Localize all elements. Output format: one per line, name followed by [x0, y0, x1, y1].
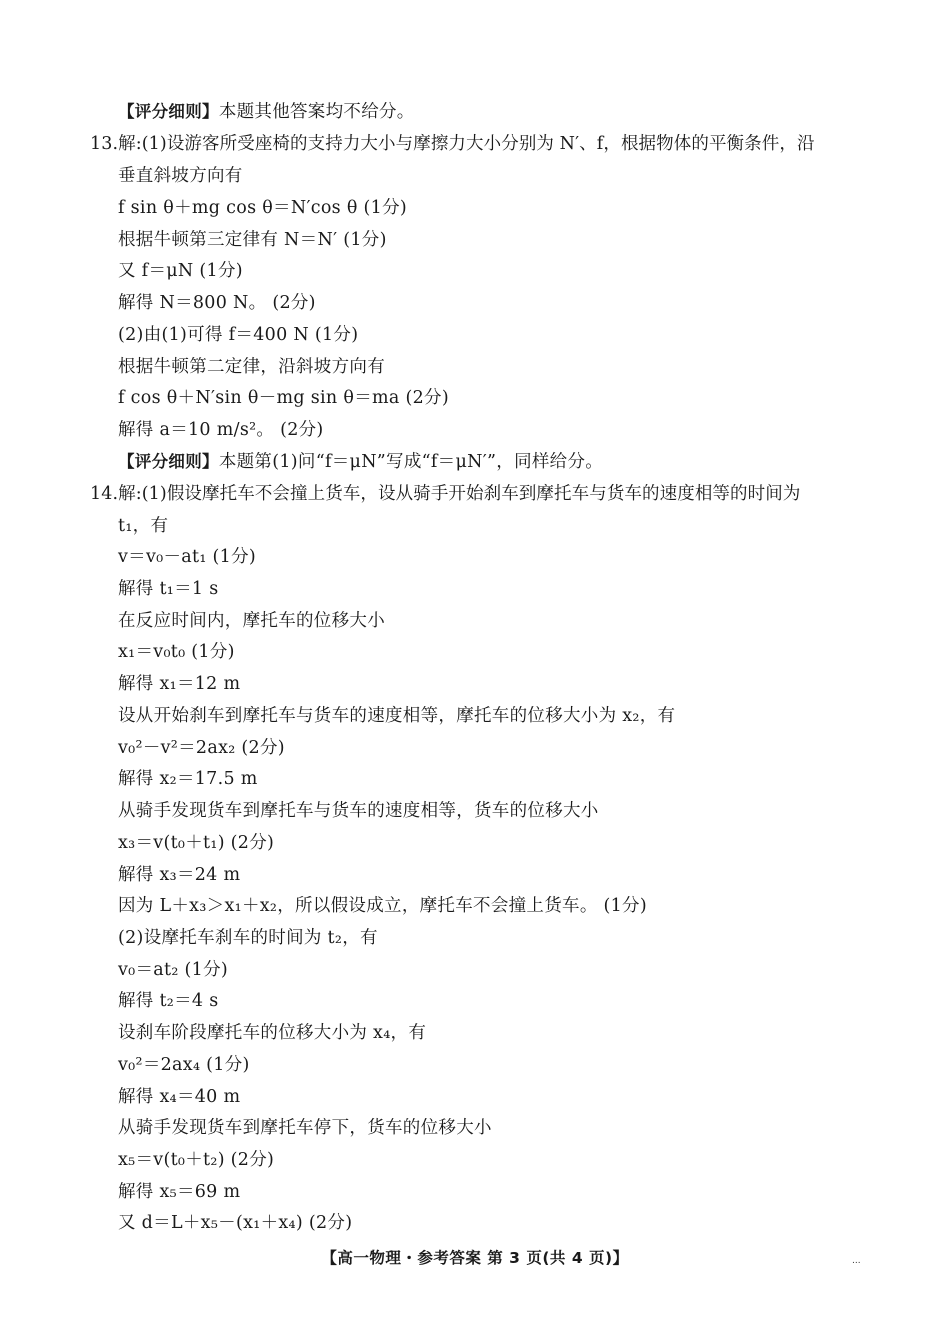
- q14-line: v₀²－v²＝2ax₂ (2分): [118, 738, 285, 758]
- q13-third-law-line: 根据牛顿第三定律有 N＝N′ (1分): [118, 230, 387, 250]
- q13-result-n-line: 解得 N＝800 N。 (2分): [118, 293, 316, 313]
- q14-line: 从骑手发现货车到摩托车与货车的速度相等，货车的位移大小: [118, 801, 599, 821]
- q13-equation-perpendicular: f sin θ＋mg cos θ＝N′cos θ (1分): [118, 198, 408, 218]
- q14-line: 解得 t₁＝1 s: [118, 579, 219, 599]
- q13-part2-line: (2)由(1)可得 f＝400 N (1分): [118, 325, 359, 345]
- q14-line: 解得 x₅＝69 m: [118, 1182, 241, 1202]
- q14-line: 设刹车阶段摩托车的位移大小为 x₄，有: [118, 1023, 427, 1043]
- q13-second-law-line: 根据牛顿第二定律，沿斜坡方向有: [118, 357, 385, 377]
- q14-line: 因为 L＋x₃＞x₁＋x₂，所以假设成立，摩托车不会撞上货车。 (1分): [118, 896, 647, 916]
- scoring-note-12: [118, 97, 415, 127]
- q14-line: 设从开始刹车到摩托车与货车的速度相等，摩托车的位移大小为 x₂，有: [118, 706, 676, 726]
- corner-mark: ...: [852, 1256, 861, 1266]
- q13-intro-line2: 垂直斜坡方向有: [118, 166, 243, 186]
- q14-line: 从骑手发现货车到摩托车停下，货车的位移大小: [118, 1118, 492, 1138]
- q13-intro-line1: 13.解:(1)设游客所受座椅的支持力大小与摩擦力大小分别为 N′、f，根据物体的平衡条件，沿: [90, 134, 815, 154]
- q14-line: 解得 t₂＝4 s: [118, 991, 219, 1011]
- q14-line: 又 d＝L＋x₅－(x₁＋x₄) (2分): [118, 1213, 353, 1233]
- scoring-note-13: [118, 447, 603, 477]
- q14-line: x₅＝v(t₀＋t₂) (2分): [118, 1150, 275, 1170]
- page-footer: 【高一物理・参考答案 第 3 页(共 4 页)】: [321, 1249, 629, 1267]
- scoring-note-tag: 【评分细则】: [118, 452, 219, 471]
- q14-line: 解得 x₄＝40 m: [118, 1087, 241, 1107]
- q14-line: 在反应时间内，摩托车的位移大小: [118, 611, 385, 631]
- q14-line: 解得 x₃＝24 m: [118, 865, 241, 885]
- q13-friction-line: 又 f＝μN (1分): [118, 261, 243, 281]
- q14-line: (2)设摩托车刹车的时间为 t₂，有: [118, 928, 378, 948]
- scoring-note-text: 本题第(1)问“f＝μN”写成“f＝μN′”，同样给分。: [218, 452, 604, 472]
- q14-intro-line2: t₁，有: [118, 516, 169, 536]
- scoring-note-tag: 【评分细则】: [118, 102, 219, 121]
- q14-line: v₀＝at₂ (1分): [118, 960, 229, 980]
- q14-line: v₀²＝2ax₄ (1分): [118, 1055, 250, 1075]
- q13-equation-slope: f cos θ＋N′sin θ－mg sin θ＝ma (2分): [118, 388, 449, 408]
- q14-line: x₁＝v₀t₀ (1分): [118, 642, 235, 662]
- scoring-note-text: 本题其他答案均不给分。: [218, 102, 415, 122]
- q14-line: x₃＝v(t₀＋t₁) (2分): [118, 833, 275, 853]
- q14-line: 解得 x₂＝17.5 m: [118, 769, 258, 789]
- q14-line: v＝v₀－at₁ (1分): [118, 547, 257, 567]
- q13-result-a-line: 解得 a＝10 m/s²。 (2分): [118, 420, 324, 440]
- q14-intro-line1: 14.解:(1)假设摩托车不会撞上货车，设从骑手开始刹车到摩托车与货车的速度相等的时间为: [90, 484, 801, 504]
- q14-line: 解得 x₁＝12 m: [118, 674, 241, 694]
